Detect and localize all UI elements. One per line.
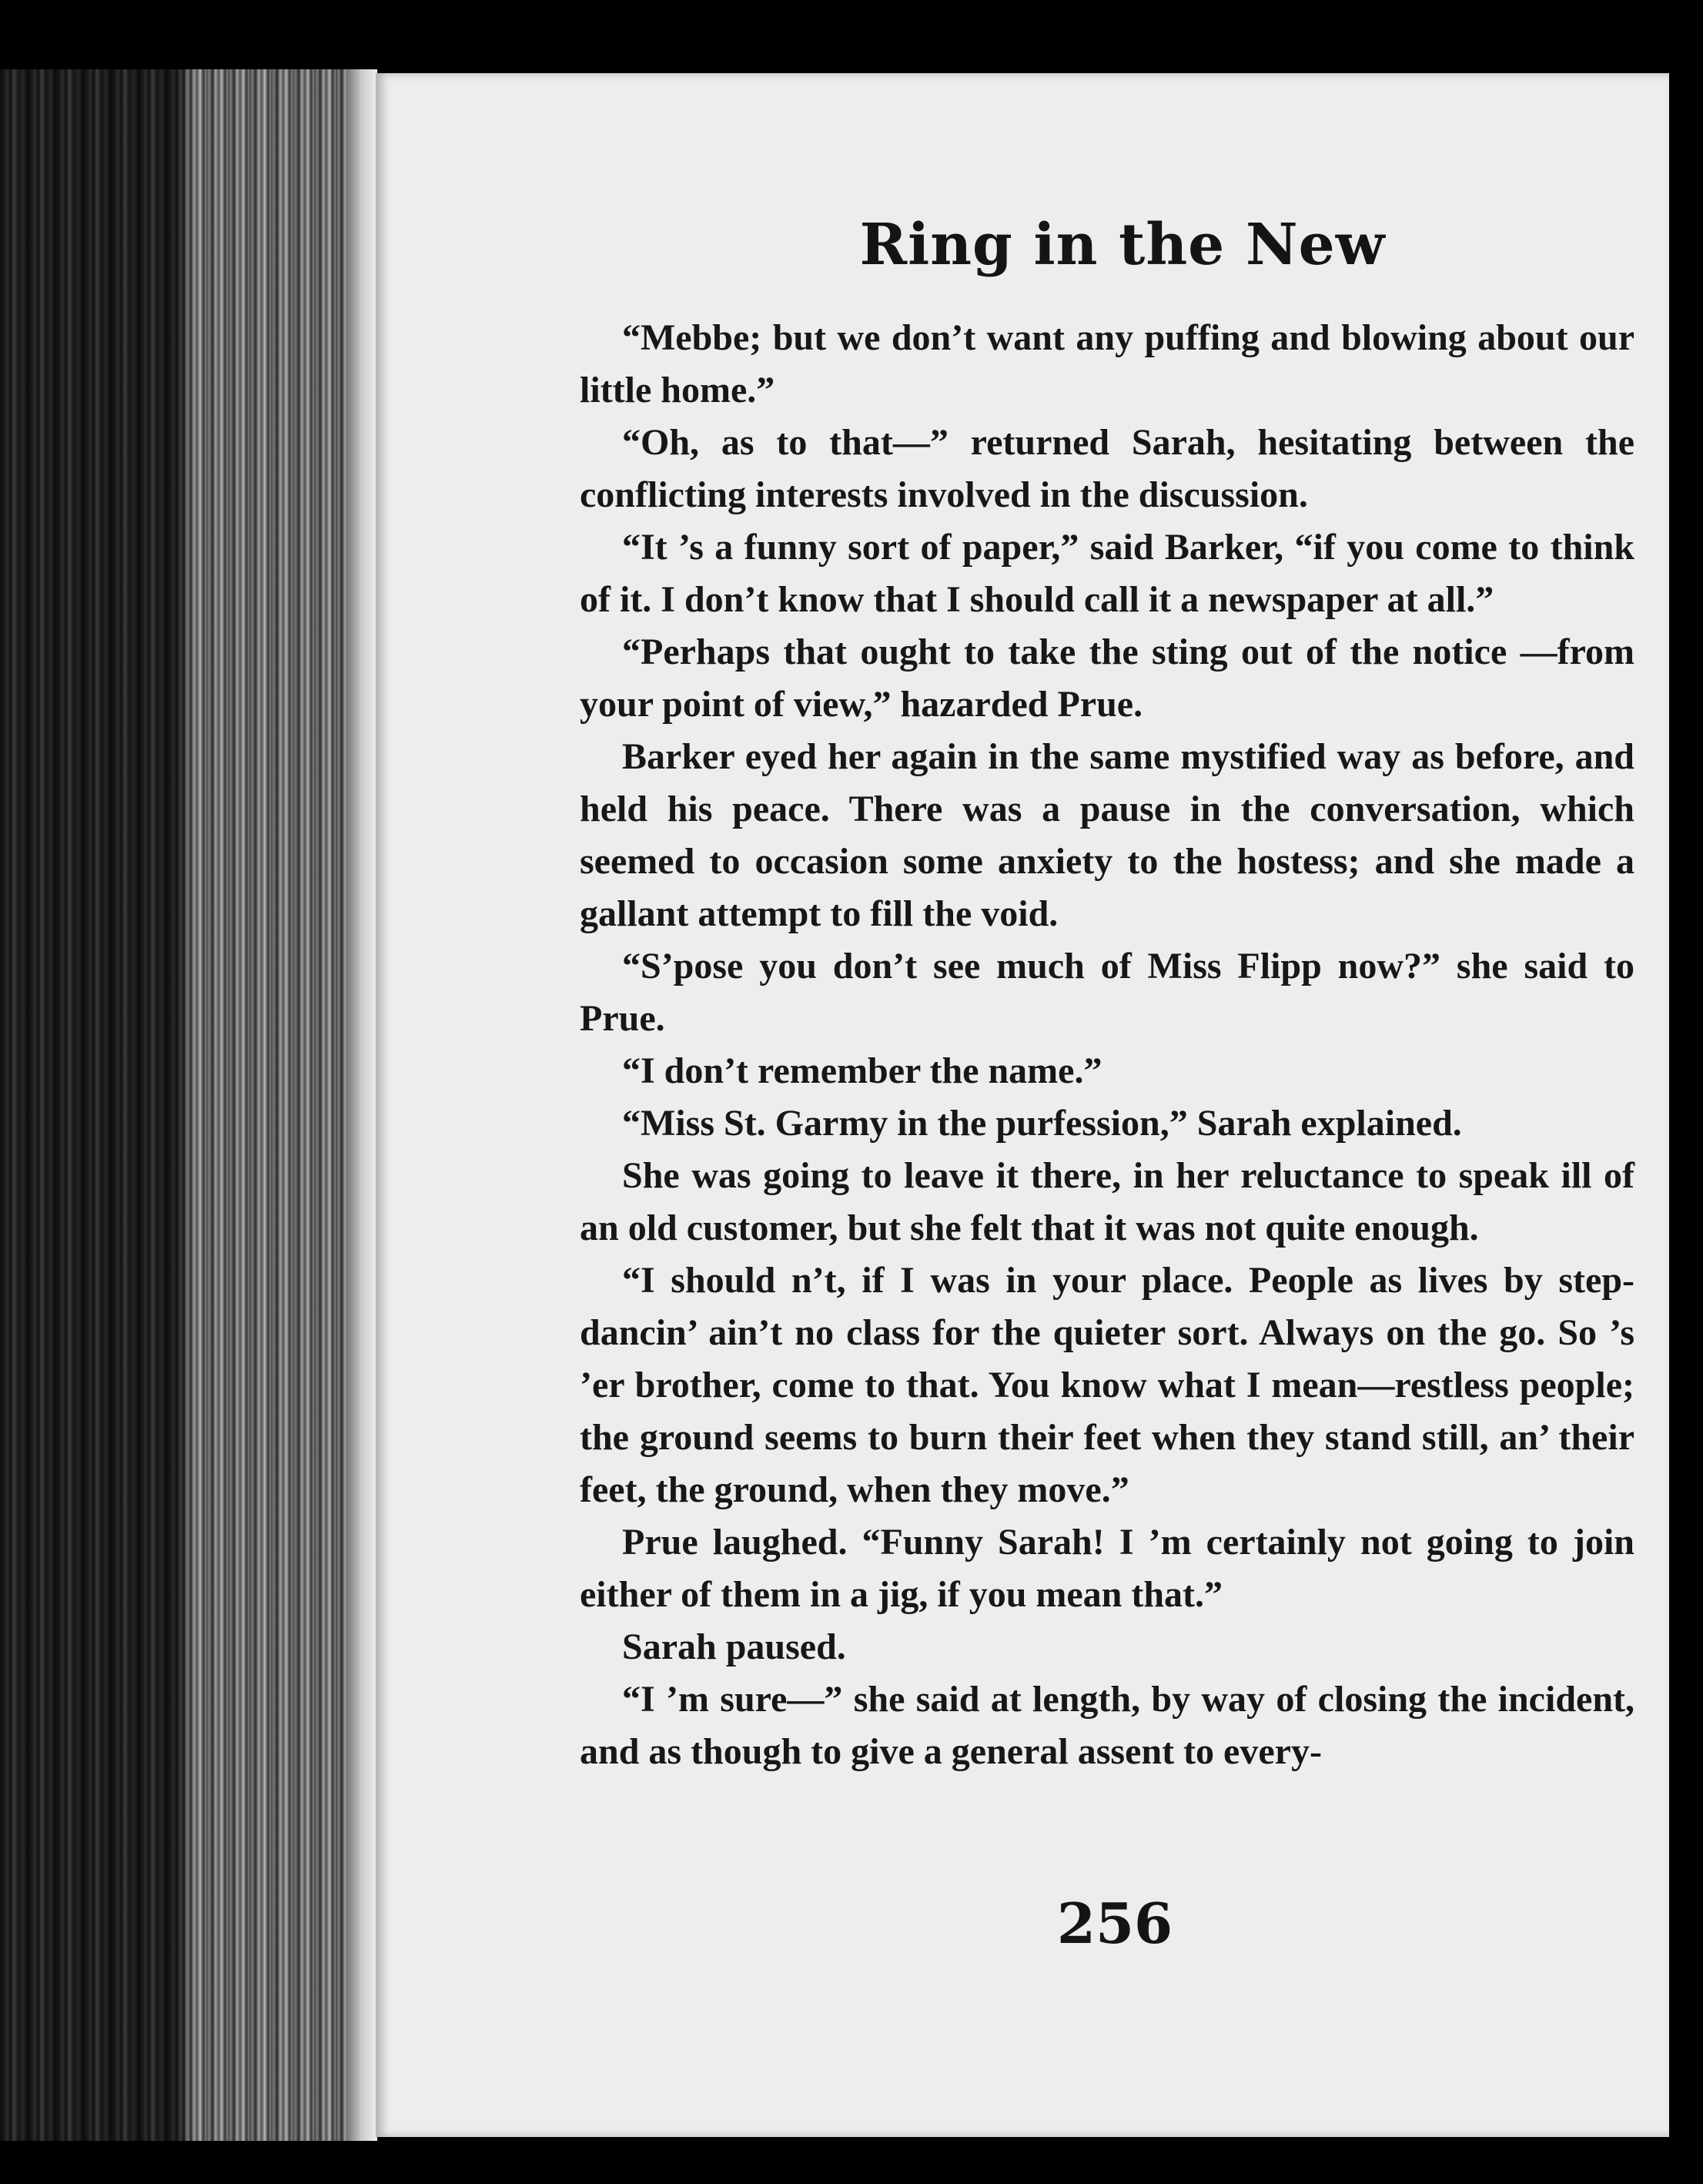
paragraph: “Mebbe; but we don’t want any puffing and blowing about our little home.” bbox=[580, 317, 1634, 410]
paragraph: She was going to leave it there, in her reluctance to speak ill of an old customer, but she felt that it was not quite enough. bbox=[580, 1155, 1634, 1248]
paragraph: “Perhaps that ought to take the sting out of the notice —from your point of view,” hazarded Prue. bbox=[580, 631, 1634, 725]
spine-shadow bbox=[346, 69, 377, 2141]
paragraph: Barker eyed her again in the same mystified way as before, and held his peace. There was a pause in the conversation, which seemed to occasion some anxiety to the hostess; and she made a gallant attempt to fill the void. bbox=[580, 736, 1634, 934]
paragraph: “I don’t remember the name.” bbox=[622, 1050, 1102, 1091]
paragraph: “Miss St. Garmy in the purfession,” Sarah explained. bbox=[622, 1103, 1462, 1144]
paragraph: “I ’m sure—” she said at length, by way of closing the incident, and as though to give a general assent to every- bbox=[580, 1679, 1634, 1772]
book-page bbox=[376, 73, 1669, 2137]
paragraph: “It ’s a funny sort of paper,” said Barker, “if you come to think of it. I don’t know that I should call it a newspaper at all.” bbox=[580, 527, 1634, 620]
body-text bbox=[580, 312, 1634, 1778]
paragraph: “Oh, as to that—” returned Sarah, hesitating between the conflicting interests involved in the discussion. bbox=[580, 422, 1634, 515]
paragraph: Sarah paused. bbox=[622, 1626, 846, 1667]
running-head: Ring in the New bbox=[859, 212, 1386, 278]
paragraph: “S’pose you don’t see much of Miss Flipp now?” she said to Prue. bbox=[580, 946, 1634, 1039]
page-number: 256 bbox=[1056, 1891, 1173, 1956]
paragraph: “I should n’t, if I was in your place. People as lives by step-dancin’ ain’t no class for the quieter sort. Always on the go. So ’s ’er brother, come to that. You know what I mean—restless people; the ground seems to burn their feet when they stand still, an’ their feet, the ground, when they move.” bbox=[580, 1260, 1634, 1510]
paragraph: Prue laughed. “Funny Sarah! I ’m certainly not going to join either of them in a jig, if you mean that.” bbox=[580, 1522, 1634, 1615]
